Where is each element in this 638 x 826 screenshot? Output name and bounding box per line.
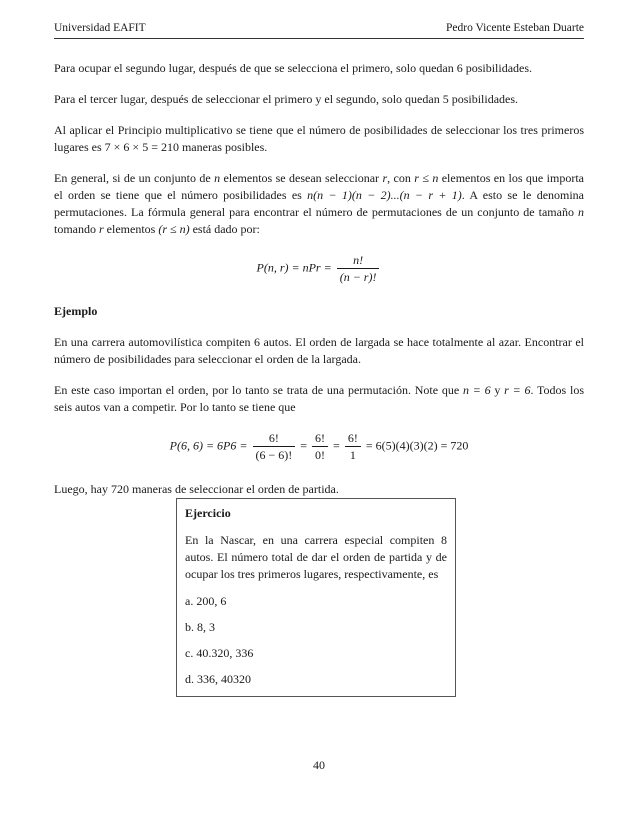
fraction-numerator: 6! [345,430,361,447]
fraction-denominator: (n − r)! [339,270,377,284]
math-inline: n(n − 1)(n − 2)...(n − r + 1) [307,188,462,202]
text: . A esto se le denomina permutaciones. La fórmula general para encontrar el número de permutaciones de un conjunto de tamaño [54,188,585,219]
fraction-numerator: n! [337,252,380,269]
page-content [54,60,584,512]
example-conclusion: Luego, hay 720 maneras de seleccionar el orden de partida. [54,482,339,496]
header-rule [54,38,584,39]
formula-rhs: = 6(5)(4)(3)(2) = 720 [362,438,469,453]
formula-fraction [345,430,361,463]
text: En este caso importan el orden, por lo tanto se trata de una permutación. Note que [54,383,463,397]
paragraph-third-place: Para el tercer lugar, después de seleccionar el primero y el segundo, solo quedan 5 posibilidades. [54,92,519,106]
exercise-option-b: b. 8, 3 [185,620,215,634]
text: . Todos los seis autos van a competir. Por lo tanto se tiene que [54,383,584,414]
example-title: Ejemplo [54,304,98,318]
text: Al aplicar el Principio multiplicativo se tiene que el número de posibilidades de seleccionar los tres primeros lugares es [54,123,584,154]
math-inline: 7 × 6 × 5 = 210 [104,140,179,154]
math-inline: (r ≤ n) [158,222,190,236]
fraction-denominator: (6 − 6)! [255,448,293,462]
paragraph-multiplicative-principle [54,122,584,156]
paragraph-second-place: Para ocupar el segundo lugar, después de que se selecciona el primero, solo quedan 6 posibilidades. [54,61,533,75]
formula-lhs: P(n, r) = nPr = [256,260,335,275]
exercise-option-a: a. 200, 6 [185,594,227,608]
text: maneras posibles. [178,140,268,154]
fraction-numerator: 6! [253,430,296,447]
example-formula [54,430,584,463]
formula-fraction [337,252,380,285]
math-var: r [99,222,104,236]
math-var: n [578,205,584,219]
example-explanation [54,382,584,416]
text: y [490,383,505,397]
example-statement: En una carrera automovilística compiten 6 autos. El orden de largada se hace totalmente al azar. Encontrar el número de posibilidades para seleccionar el orden de la largada. [54,335,584,366]
math-inline: r ≤ n [414,171,439,185]
page-number: 40 [313,758,325,772]
text: elementos en los que importa el orden se tiene que el número posibilidades es [54,171,584,202]
header-left: Universidad EAFIT [54,22,146,34]
formula-lhs: P(6, 6) = 6P6 = [169,438,251,453]
math-var: n [214,171,221,185]
formula-fraction [253,430,296,463]
text: tomando [54,222,99,236]
math-var: r [382,171,388,185]
exercise-title: Ejercicio [185,506,231,520]
formula-fraction [312,430,328,463]
exercise-box [176,498,456,697]
exercise-text: En la Nascar, en una carrera especial compiten 8 autos. El número total de dar el orden de partida y de ocupar los tres primeros lugares, respectivamente, es [185,533,447,581]
paragraph-permutation-definition [54,170,584,238]
equals-sign: = [297,438,311,453]
math-inline: r = 6 [504,383,531,397]
text: En general, si de un conjunto de [54,171,215,185]
permutation-formula [54,252,584,285]
text: , con [387,171,415,185]
fraction-denominator: 1 [349,448,356,462]
fraction-numerator: 6! [312,430,328,447]
exercise-option-d: d. 336, 40320 [185,672,251,686]
text: está dado por: [189,222,260,236]
fraction-denominator: 0! [315,448,326,462]
equals-sign: = [330,438,343,453]
exercise-option-c: c. 40.320, 336 [185,646,254,660]
text: elementos [103,222,159,236]
math-inline: n = 6 [462,383,491,397]
header-right: Pedro Vicente Esteban Duarte [445,22,584,34]
text: elementos se desean seleccionar [220,171,383,185]
